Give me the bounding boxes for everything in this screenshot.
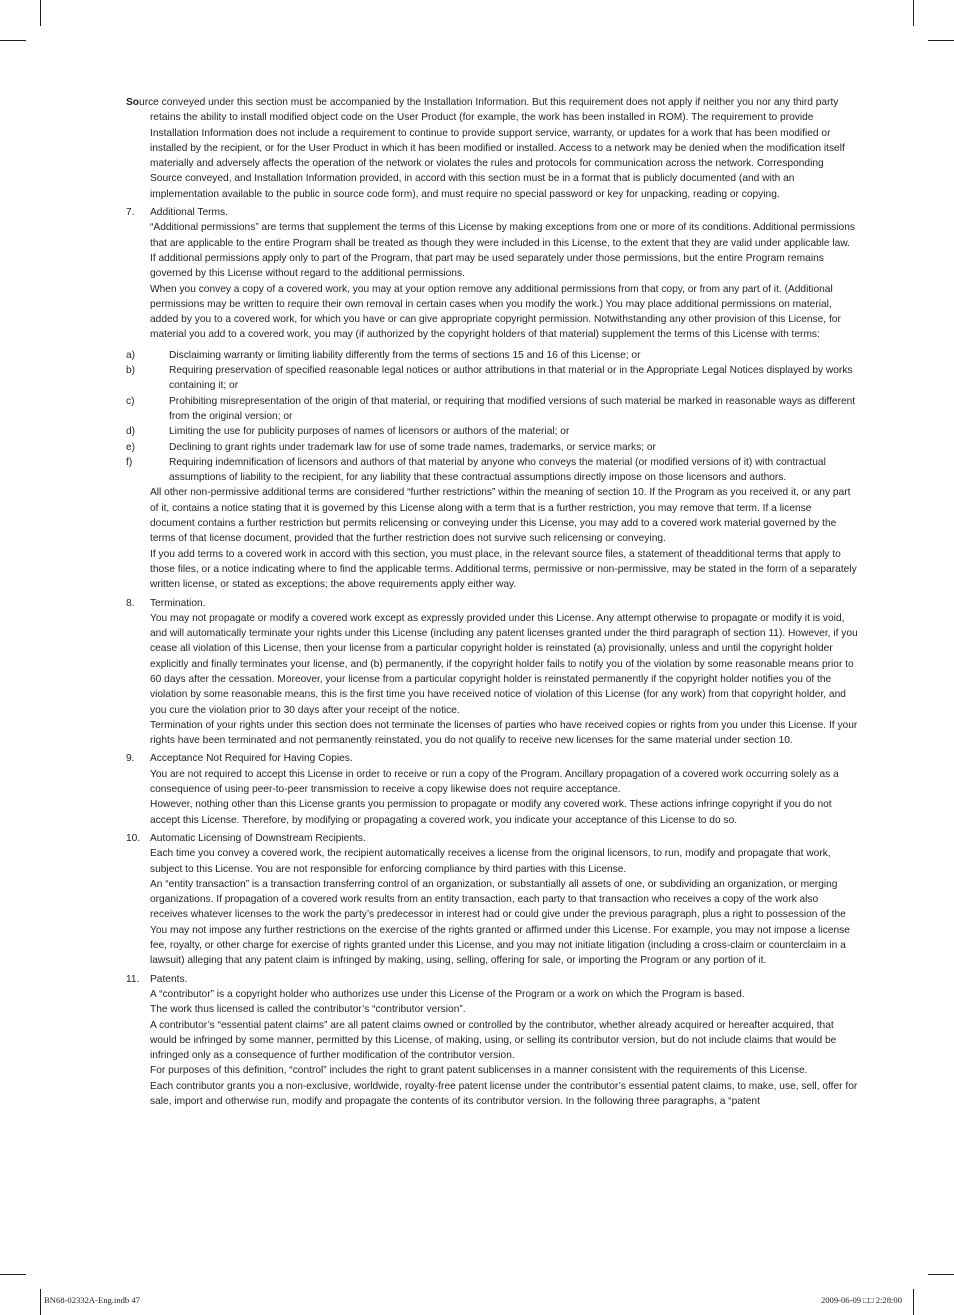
footer-timestamp: 2009-06-09 □□ 2:28:00 [820,1295,902,1305]
crop-mark [928,1274,954,1275]
list-item [126,348,858,363]
section [126,751,858,827]
section-paragraph: A contributor’s “essential patent claims” are all patent claims owned or controlled by the contributor, whether already acquired or hereafter acquired, that would be infringed by some manner, permitted by this License, of making, using, or selling its contributor version, but do not include claims that would be infringed only as a consequence of further modification of the contributor version. [150,1019,837,1062]
section-paragraph: However, nothing other than this License grants you permission to propagate or modify any covered work. These actions infringe copyright if you do not accept this License. Therefore, by modifying or propagating a covered work, you indicate your acceptance of this License to do so. [150,799,832,826]
crop-mark [913,0,914,26]
list-item [126,363,858,394]
sections [126,205,858,1109]
lead-text: urce conveyed under this section must be accompanied by the Installation Information. But this requirement does not apply if neither you nor any third party retains the ability to install modified object code on the User Product (for example, the work has been installed in ROM). The requirement to provide Installation Information does not include a requirement to continue to provide support service, warranty, or updates for a work that has been modified or installed by the recipient, or for the User Product in which it has been modified or installed. Access to a network may be denied when the modification itself materially and adversely affects the operation of the network or violates the rules and protocols for communication across the network. Corresponding Source conveyed, and Installation Information provided, in accord with this section must be in a format that is publicly documented (and with an implementation available to the public in source code form), and must require no special password or key for unpacking, reading or copying. [139,97,845,200]
lead-paragraph [126,95,858,202]
footer-file-info: BN68-02332A-Eng.indb 47 [44,1295,140,1305]
section-paragraph: Each contributor grants you a non-exclusive, worldwide, royalty-free patent license under the contributor’s essential patent claims, to make, use, sell, offer for sale, import and otherwise run, modify and propagate the contents of its contributor version. In the following three paragraphs, a “patent [150,1080,858,1107]
list-item [126,394,858,425]
list-text: Limiting the use for publicity purposes of names of licensors or authors of the material; or [169,426,570,438]
list-letter: a) [126,349,136,361]
section [126,972,858,1110]
list-text: Declining to grant rights under trademark law for use of some trade names, trademarks, or service marks; or [169,441,656,453]
section-title: Acceptance Not Required for Having Copies. [150,753,353,765]
section-paragraph: Each time you convey a covered work, the recipient automatically receives a license from the original licensors, to run, modify and propagate that work, subject to this License. You are not responsible for enforcing compliance by third parties with this License. [150,848,831,875]
term-list [126,348,858,486]
section-number: 9. [126,753,135,765]
section-paragraph: When you convey a copy of a covered work, you may at your option remove any additional permissions from that copy, or from any part of it. (Additional permissions may be written to require their own removal in certain cases when you modify the work.) You may place additional permissions on material, added by you to a covered work, for which you have or can give appropriate copyright permission. Notwithstanding any other provision of this License, for material you add to a covered work, you may (if authorized by the copyright holders of that material) supplement the terms of this License with terms: [150,283,841,341]
list-text: Requiring indemnification of licensors and authors of that material by anyone who conveys the material (or modified versions of it) with contractual assumptions of liability to the recipient, for any liability that these contractual assumptions directly impose on those licensors and authors. [169,456,826,484]
crop-mark [40,0,41,26]
section-title: Additional Terms. [150,207,228,219]
section-number: 8. [126,597,135,609]
section-paragraph: An “entity transaction” is a transaction transferring control of an organization, or substantially all assets of one, or subdividing an organization, or merging organizations. If propagation of a covered work results from an entity transaction, each party to that transaction who receives a copy of the work also receives whatever licenses to the work the party’s predecessor in interest had or could give under the previous paragraph, plus a right to possession of the You may not impose any further restrictions on the exercise of the rights granted or affirmed under this License. For example, you may not impose a license fee, royalty, or other charge for exercise of rights granted under this License, and you may not initiate litigation (including a cross-claim or counterclaim in a lawsuit) alleging that any patent claim is infringed by making, using, selling, offering for sale, or importing the Program or any portion of it. [150,878,850,967]
list-letter: d) [126,426,136,438]
list-item [126,424,858,439]
section-paragraph: The work thus licensed is called the contributor’s “contributor version”. [150,1004,466,1016]
section-title: Patents. [150,973,188,985]
crop-mark [913,1289,914,1315]
section-paragraph: You are not required to accept this License in order to receive or run a copy of the Program. Ancillary propagation of a covered work occurring solely as a consequence of using peer-to-peer transmission to receive a copy likewise does not require acceptance. [150,768,839,796]
crop-mark [0,40,26,41]
list-text: Prohibiting misrepresentation of the origin of that material, or requiring that modified versions of such material be marked in reasonable ways as different from the original version; or [169,395,856,422]
lead-bold: So [126,97,140,108]
section [126,205,858,592]
section-paragraph: You may not propagate or modify a covered work except as expressly provided under this License. Any attempt otherwise to propagate or modify it is void, and will automatically terminate your rights under this License (including any patent licenses granted under the third paragraph of section 11). However, if you cease all violation of this License, then your license from a particular copyright holder is reinstated (a) provisionally, unless and until the copyright holder explicitly and finally terminates your license, and (b) permanently, if the copyright holder fails to notify you of the violation by some reasonable means prior to 60 days after the cessation. Moreover, your license from a particular copyright holder is reinstated permanently if the copyright holder notifies you of the violation by some reasonable means, this is the first time you have received notice of violation of this License (for any work) from that copyright holder, and you cure the violation prior to 30 days after your receipt of the notice. [150,612,858,716]
section [126,596,858,749]
section-number: 11. [126,973,140,985]
list-letter: e) [126,441,136,453]
list-letter: c) [126,395,135,407]
list-letter: b) [126,365,136,377]
list-item [126,455,858,486]
license-text [126,95,858,1109]
section-number: 10. [126,832,141,844]
section-paragraph: “Additional permissions” are terms that supplement the terms of this License by making exceptions from one or more of its conditions. Additional permissions that are applicable to the entire Program shall be treated as though they were included in this License, to the extent that they are valid under applicable law. If additional permissions apply only to part of the Program, that part may be used separately under those permissions, but the entire Program remains governed by this License without regard to the additional permissions. [150,222,855,280]
section-paragraph: If you add terms to a covered work in accord with this section, you must place, in the relevant source files, a statement of theadditional terms that apply to those files, or a notice indicating where to find the applicable terms. Additional terms, permissive or non-permissive, may be stated in the form of a separately written license, or stated as exceptions; the above requirements apply either way. [150,548,857,591]
list-item [126,440,858,455]
list-text: Disclaiming warranty or limiting liability differently from the terms of sections 15 and 16 of this License; or [169,349,641,361]
crop-mark [40,1289,41,1315]
section [126,831,858,969]
crop-mark [0,1274,26,1275]
section-paragraph: Termination of your rights under this section does not terminate the licenses of parties who have received copies or rights from you under this License. If your rights have been terminated and not permanently reinstated, you do not qualify to receive new licenses for the same material under section 10. [150,719,858,747]
section-title: Termination. [150,597,206,609]
section-title: Automatic Licensing of Downstream Recipients. [150,832,366,844]
section-paragraph: For purposes of this definition, “control” includes the right to grant patent sublicenses in a manner consistent with the requirements of this License. [150,1065,808,1077]
crop-mark [928,40,954,41]
section-number: 7. [126,207,135,219]
section-paragraph: All other non-permissive additional terms are considered “further restrictions” within the meaning of section 10. If the Program as you received it, or any part of it, contains a notice stating that it is governed by this License along with a term that is a further restriction, you may remove that term. If a license document contains a further restriction but permits relicensing or conveying under this License, you may add to a covered work material governed by the terms of that license document, provided that the further restriction does not survive such relicensing or conveying. [150,487,851,545]
section-paragraph: A “contributor” is a copyright holder who authorizes use under this License of the Program or a work on which the Program is based. [150,988,745,1000]
list-text: Requiring preservation of specified reasonable legal notices or author attributions in that material or in the Appropriate Legal Notices displayed by works containing it; or [169,365,853,392]
list-letter: f) [126,456,133,468]
